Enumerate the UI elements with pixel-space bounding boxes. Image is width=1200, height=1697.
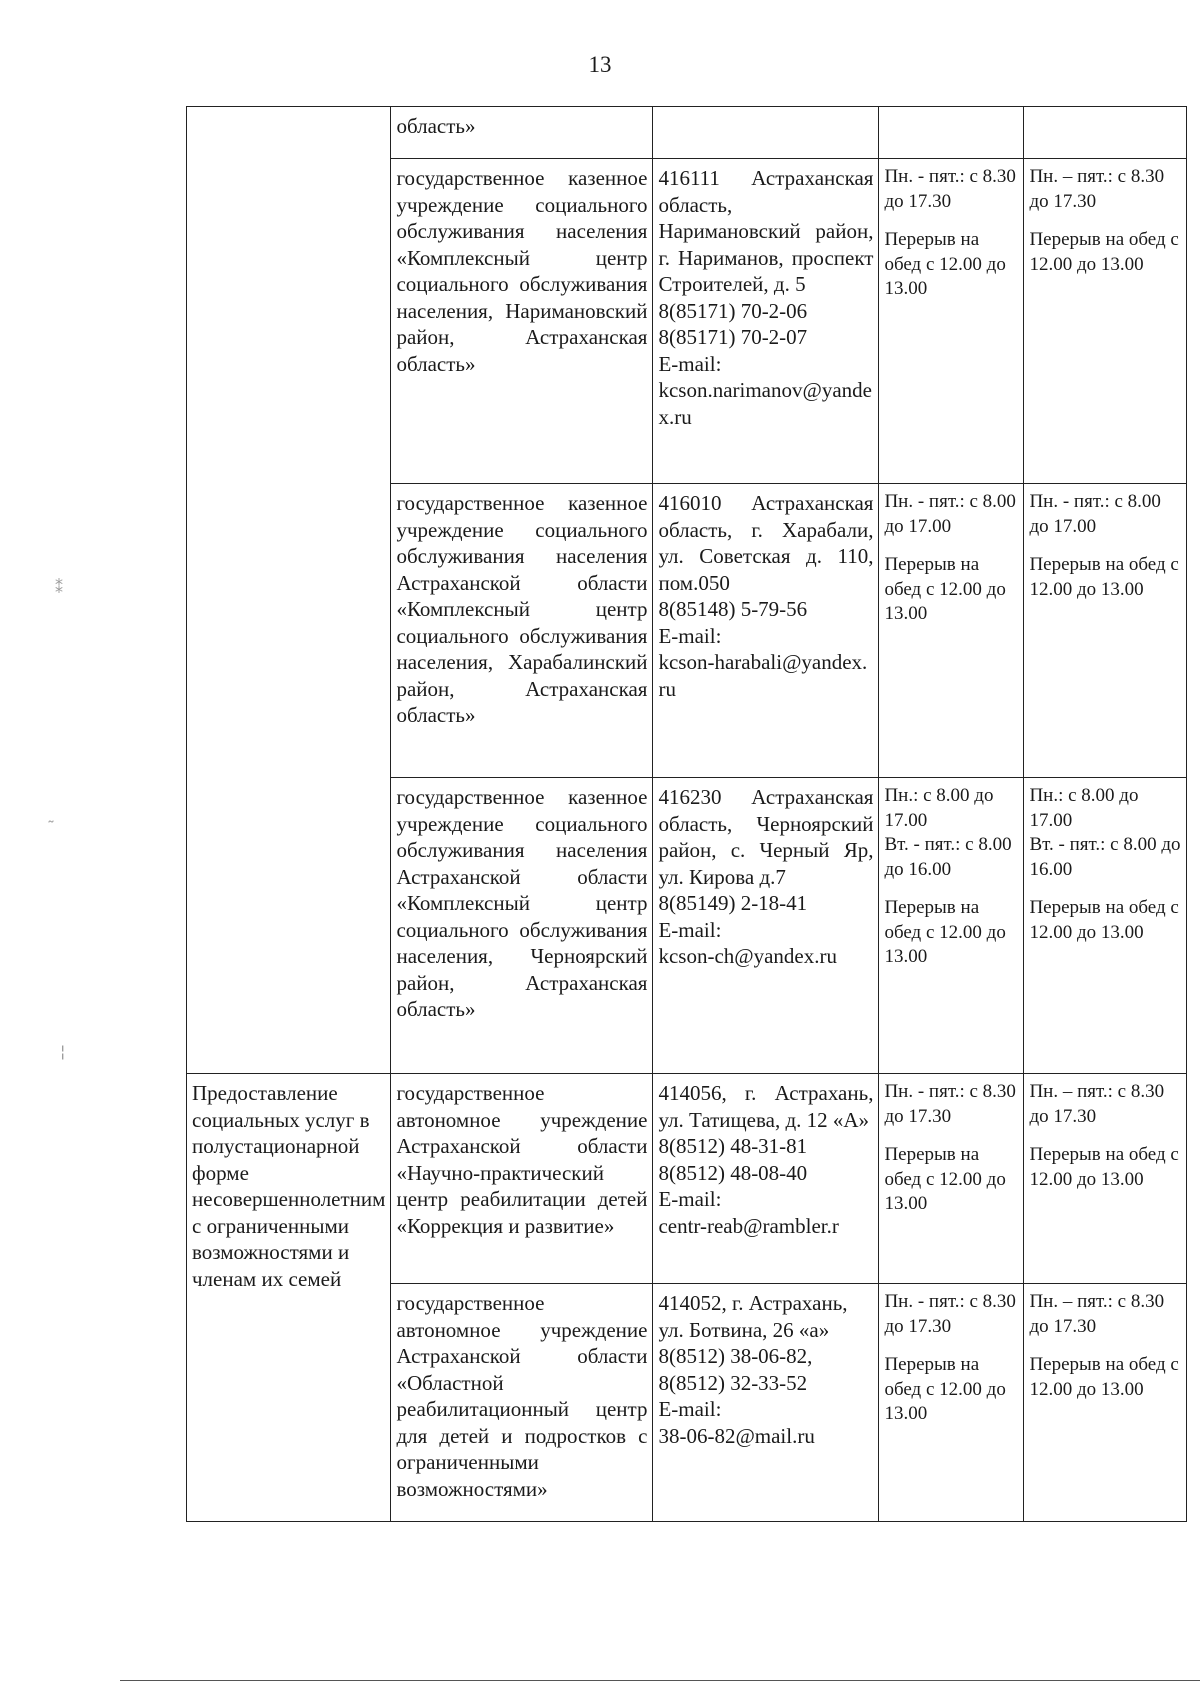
lunch-break: Перерыв на обед с 12.00 до 13.00 bbox=[884, 897, 1006, 967]
table-row bbox=[187, 107, 1187, 159]
schedule: Пн.: с 8.00 до 17.00 Вт. - пят.: с 8.00 до 16.00 bbox=[1029, 785, 1181, 880]
email-label: E-mail: bbox=[658, 1187, 722, 1211]
email: kcson-harabali@yandex.ru bbox=[658, 650, 868, 701]
hours-cell bbox=[879, 484, 1024, 778]
institution-name: государственное казенное учреждение социального обслуживания населения Астраханской области «Комплексный центр социального обслуживания населения, Черноярский район, Астраханская область» bbox=[391, 778, 653, 1074]
phones: 8(8512) 38-06-82, 8(8512) 32-33-52 bbox=[658, 1344, 813, 1395]
services-table bbox=[186, 106, 1187, 1522]
address: 416230 Астраханская область, Черноярский район, с. Черный Яр, ул. Кирова д.7 bbox=[658, 785, 874, 889]
schedule: Пн. – пят.: с 8.30 до 17.30 bbox=[1029, 1081, 1165, 1127]
address: 416010 Астраханская область, г. Харабали, ул. Советская д. 110, пом.050 bbox=[658, 491, 874, 595]
hours-cell bbox=[879, 1074, 1024, 1284]
lunch-break: Перерыв на обед с 12.00 до 13.00 bbox=[1029, 554, 1179, 600]
schedule: Пн. – пят.: с 8.30 до 17.30 bbox=[1029, 1291, 1165, 1337]
address-cell bbox=[653, 778, 879, 1074]
address-cell bbox=[653, 107, 879, 159]
phones: 8(85171) 70-2-06 8(85171) 70-2-07 bbox=[658, 298, 808, 349]
institution-name: государственное казенное учреждение социального обслуживания населения «Комплексный центр социального обслуживания населения, Наримановский район, Астраханская область» bbox=[391, 159, 653, 484]
lunch-break: Перерыв на обед с 12.00 до 13.00 bbox=[884, 1354, 1006, 1424]
address-cell bbox=[653, 1074, 879, 1284]
institution-name: область» bbox=[391, 107, 653, 159]
address-cell bbox=[653, 484, 879, 778]
schedule: Пн. - пят.: с 8.00 до 17.00 bbox=[1029, 491, 1161, 537]
scan-mark: ⁑ bbox=[55, 578, 63, 597]
footer-rule bbox=[120, 1680, 1200, 1681]
hours-cell bbox=[879, 778, 1024, 1074]
address: 414056, г. Астрахань, ул. Татищева, д. 12 «А» bbox=[658, 1081, 874, 1132]
hours-cell bbox=[1024, 778, 1187, 1074]
institution-name: государственное автономное учреждение Астраханской области «Научно-практический центр реабилитации детей «Коррекция и развитие» bbox=[391, 1074, 653, 1284]
table-row bbox=[187, 1074, 1187, 1284]
email-label: E-mail: bbox=[658, 351, 722, 376]
lunch-break: Перерыв на обед с 12.00 до 13.00 bbox=[1029, 229, 1179, 275]
email: kcson-ch@yandex.ru bbox=[658, 944, 837, 968]
schedule: Пн. - пят.: с 8.30 до 17.30 bbox=[884, 166, 1016, 212]
hours-cell bbox=[1024, 107, 1187, 159]
schedule: Пн.: с 8.00 до 17.00 Вт. - пят.: с 8.00 до 16.00 bbox=[884, 785, 1012, 880]
email: centr-reab@rambler.r bbox=[658, 1213, 839, 1238]
phones: 8(8512) 48-31-81 8(8512) 48-08-40 bbox=[658, 1134, 808, 1185]
schedule: Пн. – пят.: с 8.30 до 17.30 bbox=[1029, 166, 1165, 212]
email: kcson.narimanov@yandex.ru bbox=[658, 378, 872, 429]
address: 414052, г. Астрахань, ул. Ботвина, 26 «а» bbox=[658, 1291, 848, 1342]
hours-cell bbox=[879, 159, 1024, 484]
lunch-break: Перерыв на обед с 12.00 до 13.00 bbox=[884, 229, 1006, 299]
email-label: E-mail: bbox=[658, 1397, 722, 1421]
phones: 8(85149) 2-18-41 bbox=[658, 891, 808, 915]
schedule: Пн. - пят.: с 8.30 до 17.30 bbox=[884, 1081, 1016, 1127]
lunch-break: Перерыв на обед с 12.00 до 13.00 bbox=[884, 1144, 1006, 1214]
address: 416111 Астраханская область, Наримановский район, г. Нариманов, проспект Строителей, д. 5 bbox=[658, 166, 874, 296]
hours-cell bbox=[1024, 1284, 1187, 1522]
scan-mark: ¦ bbox=[60, 1042, 66, 1061]
hours-cell bbox=[1024, 484, 1187, 778]
phones: 8(85148) 5-79-56 bbox=[658, 597, 808, 621]
scan-mark: ˜ bbox=[47, 818, 55, 837]
schedule: Пн. - пят.: с 8.00 до 17.00 bbox=[884, 491, 1016, 537]
service-cell-continued bbox=[187, 107, 391, 1074]
email-label: E-mail: bbox=[658, 623, 722, 648]
institution-name: государственное автономное учреждение Астраханской области «Областной реабилитационный центр для детей и подростков с ограниченными возможностями» bbox=[391, 1284, 653, 1522]
schedule: Пн. - пят.: с 8.30 до 17.30 bbox=[884, 1291, 1016, 1337]
lunch-break: Перерыв на обед с 12.00 до 13.00 bbox=[1029, 1354, 1179, 1400]
lunch-break: Перерыв на обед с 12.00 до 13.00 bbox=[884, 554, 1006, 624]
lunch-break: Перерыв на обед с 12.00 до 13.00 bbox=[1029, 897, 1179, 943]
address-cell bbox=[653, 159, 879, 484]
hours-cell bbox=[1024, 159, 1187, 484]
email-label: E-mail: bbox=[658, 917, 722, 942]
service-type: Предоставление социальных услуг в полустационарной форме несовершеннолетним с ограниченными возможностями и членам их семей bbox=[187, 1074, 391, 1522]
page-number: 13 bbox=[588, 52, 612, 77]
lunch-break: Перерыв на обед с 12.00 до 13.00 bbox=[1029, 1144, 1179, 1190]
hours-cell bbox=[1024, 1074, 1187, 1284]
institution-name: государственное казенное учреждение социального обслуживания населения Астраханской области «Комплексный центр социального обслуживания населения, Харабалинский район, Астраханская область» bbox=[391, 484, 653, 778]
address-cell bbox=[653, 1284, 879, 1522]
email: 38-06-82@mail.ru bbox=[658, 1423, 815, 1448]
hours-cell bbox=[879, 1284, 1024, 1522]
hours-cell bbox=[879, 107, 1024, 159]
